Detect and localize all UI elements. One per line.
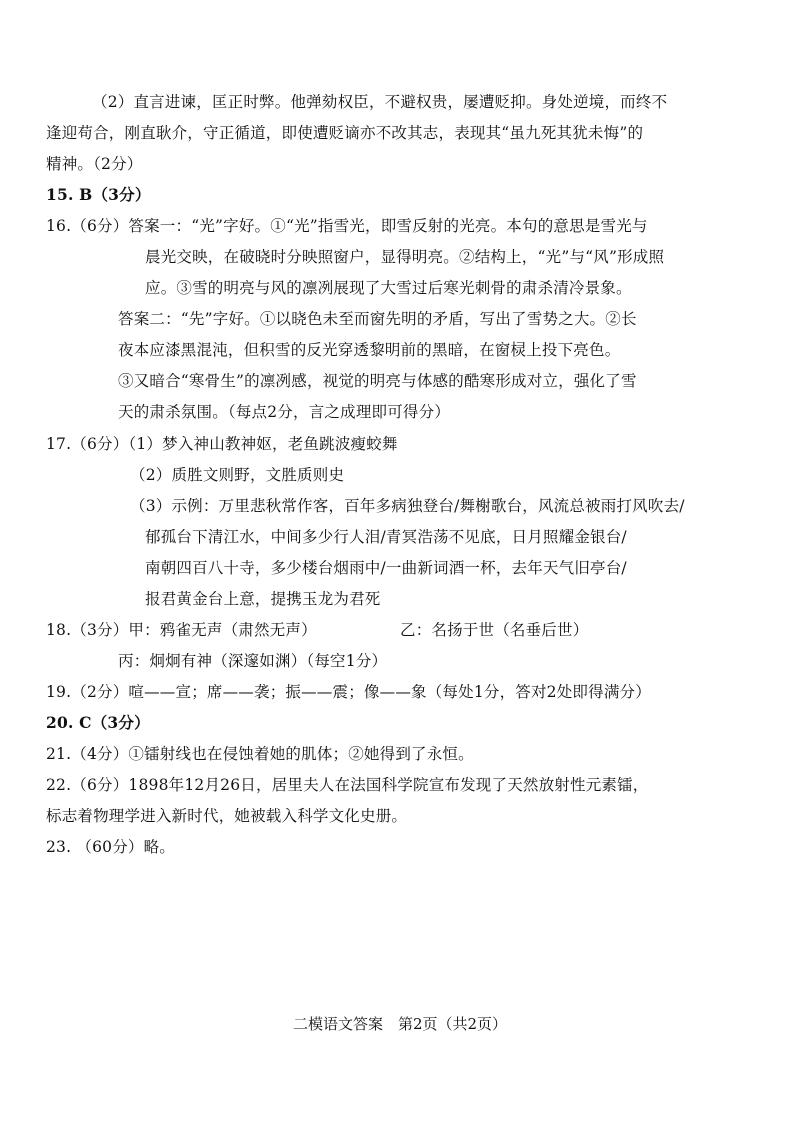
answer-20: 20. C（3分） xyxy=(46,713,150,732)
answer-16-line-5: 夜本应漆黑混沌，但积雪的反光穿透黎明前的黑暗，在窗棂上投下亮色。 xyxy=(118,341,621,359)
answer-18-line-1-yi: 乙：名扬于世（名垂后世） xyxy=(400,621,589,639)
answer-16-line-4: 答案二：“先”字好。①以晓色未至而窗先明的矛盾，写出了雪势之大。②长 xyxy=(118,310,637,328)
answer-18-line-1-jia: 18.（3分）甲：鸦雀无声（肃然无声） xyxy=(46,621,317,639)
answer-22-line-2: 标志着物理学进入新时代，她被载入科学文化史册。 xyxy=(46,807,408,825)
answer-22-line-1: 22.（6分）1898年12月26日，居里夫人在法国科学院宣布发现了天然放射性元素镭， xyxy=(46,776,649,794)
answer-19: 19.（2分）喧——宣；席——袭；振——震；像——象（每处1分，答对2处即得满分） xyxy=(46,683,651,701)
answer-16-line-6: ③又暗合“寒骨生”的凛冽感，视觉的明亮与体感的酷寒形成对立，强化了雪 xyxy=(118,372,637,390)
answer-23: 23. （60分）略。 xyxy=(46,838,176,856)
answer-17-line-5: 南朝四百八十寺，多少楼台烟雨中/一曲新词酒一杯，去年天气旧亭台/ xyxy=(145,559,627,577)
answer-14-2-line-3: 精神。（2分） xyxy=(46,155,143,173)
answer-14-2-line-2: 逢迎苟合，刚直耿介，守正循道，即使遭贬谪亦不改其志，表现其“虽九死其犹未悔”的 xyxy=(46,124,644,142)
answer-16-line-1: 16.（6分）答案一：“光”字好。①“光”指雪光，即雪反射的光亮。本句的意思是雪光与 xyxy=(46,217,648,235)
answer-17-line-4: 郁孤台下清江水，中间多少行人泪/青冥浩荡不见底，日月照耀金银台/ xyxy=(145,528,627,546)
answer-17-line-1: 17.（6分）（1）梦入神山教神妪，老鱼跳波瘦蛟舞 xyxy=(46,435,398,453)
answer-16-line-2: 晨光交映，在破晓时分映照窗户，显得明亮。②结构上，“光”与“风”形成照 xyxy=(145,248,665,266)
answer-16-line-7: 天的肃杀氛围。（每点2分，言之成理即可得分） xyxy=(118,403,451,421)
answer-15: 15. B（3分） xyxy=(46,185,151,204)
page-footer: 二模语文答案 第2页（共2页） xyxy=(292,1015,508,1033)
answer-17-line-6: 报君黄金台上意，提携玉龙为君死 xyxy=(145,590,381,608)
answer-21: 21.（4分）①镭射线也在侵蚀着她的肌体；②她得到了永恒。 xyxy=(46,745,474,763)
answer-18-line-2: 丙：炯炯有神（深邃如渊）（每空1分） xyxy=(118,652,388,670)
answer-16-line-3: 应。③雪的明亮与风的凛冽展现了大雪过后寒光刺骨的肃杀清冷景象。 xyxy=(145,279,632,297)
answer-17-line-3: （3）示例：万里悲秋常作客，百年多病独登台/舞榭歌台，风流总被雨打风吹去/ xyxy=(130,497,685,515)
answer-14-2-line-1: （2）直言进谏，匡正时弊。他弹劾权臣，不避权贵，屡遭贬抑。身处逆境，而终不 xyxy=(92,93,668,111)
answer-17-line-2: （2）质胜文则野，文胜质则史 xyxy=(130,466,345,484)
